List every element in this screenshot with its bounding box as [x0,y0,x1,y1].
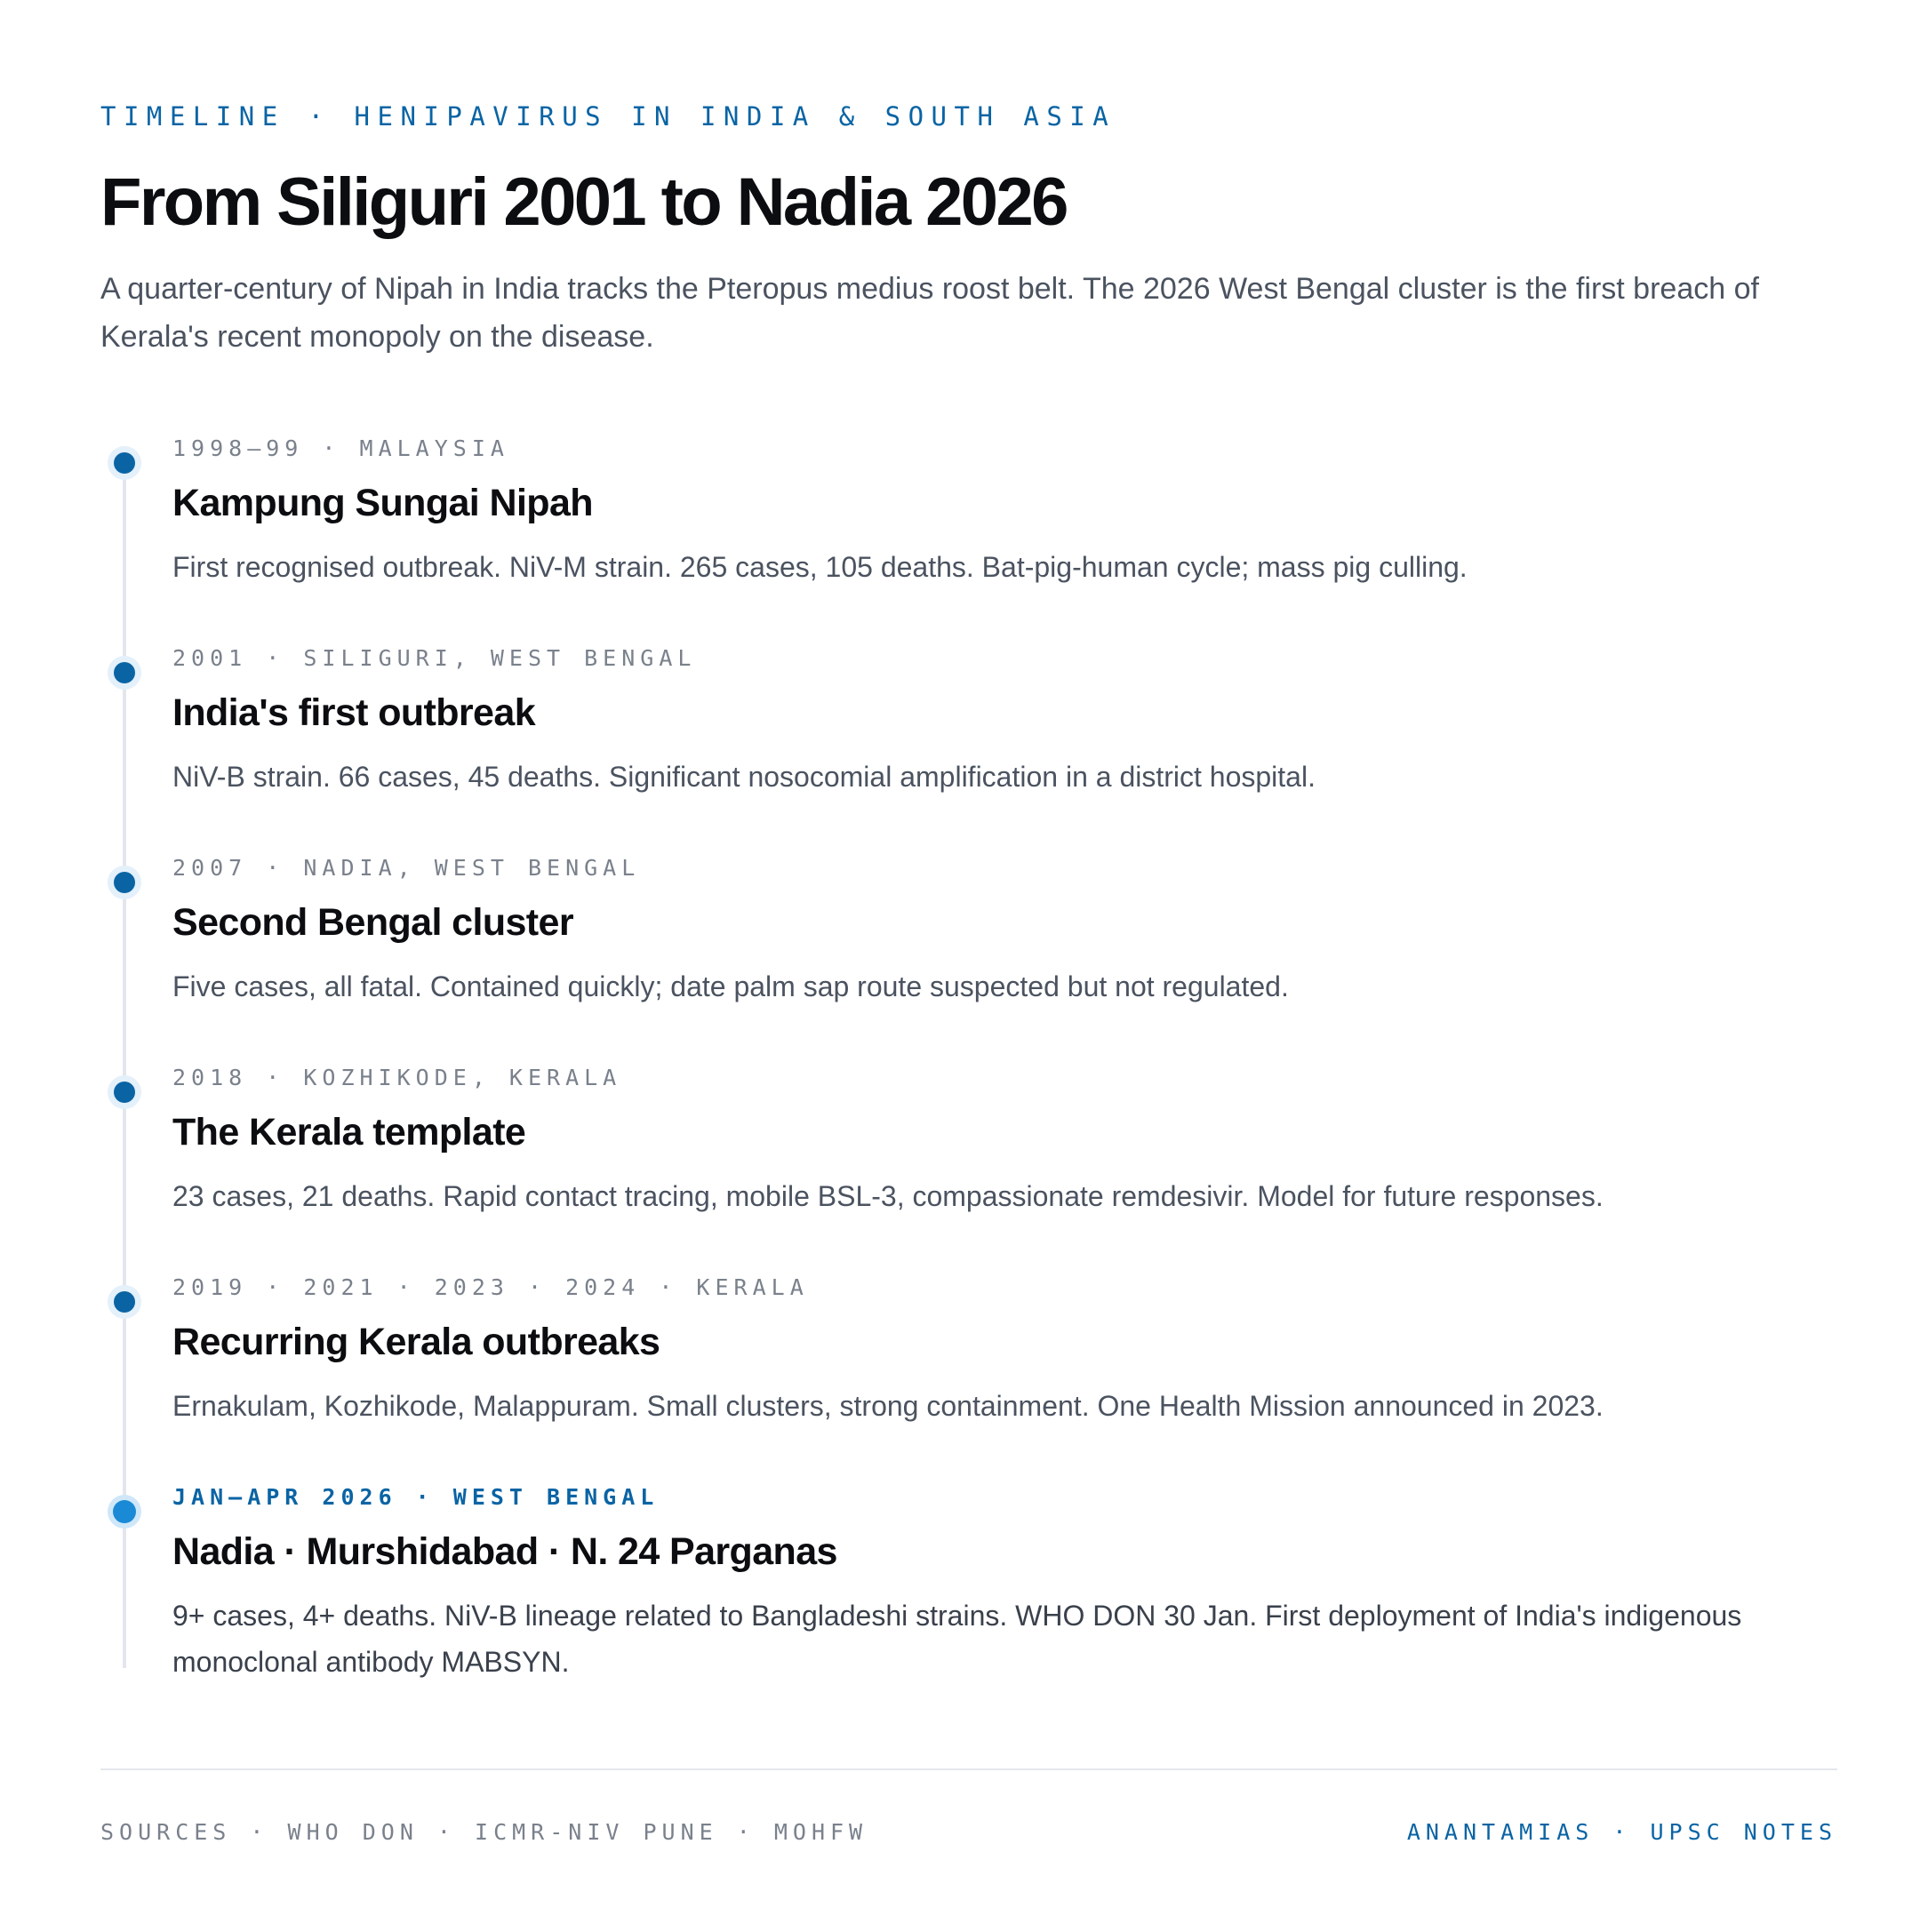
event-title: India's first outbreak [172,691,536,734]
page-lede: A quarter-century of Nipah in India tracks the Pteropus medius roost belt. The 2026 West Bengal cluster is the first breach of Kerala's recent monopoly on the disease. [100,272,1759,354]
event-title: Second Bengal cluster [172,901,573,944]
event-description: Ernakulam, Kozhikode, Malappuram. Small clusters, strong containment. One Health Mission announced in 2023. [172,1390,1604,1422]
footer-sources: SOURCES · WHO DON · ICMR-NIV PUNE · MOHFW [100,1819,868,1845]
event-title: Recurring Kerala outbreaks [172,1321,660,1363]
footer-credit: ANANTAMIAS · UPSC NOTES [1406,1819,1837,1845]
timeline-dot-icon [108,656,141,690]
page-title: From Siliguri 2001 to Nadia 2026 [100,164,1067,240]
event-meta: 2018 · KOZHIKODE, KERALA [172,1065,622,1090]
event-meta: JAN–APR 2026 · WEST BENGAL [172,1484,660,1510]
event-description: Five cases, all fatal. Contained quickly; date palm sap route suspected but not regulated. [172,970,1289,1002]
footer-divider [100,1768,1837,1770]
event-title: The Kerala template [172,1111,526,1154]
event-description: NiV-B strain. 66 cases, 45 deaths. Significant nosocomial amplification in a district hospital. [172,761,1316,793]
event-description: First recognised outbreak. NiV-M strain. 265 cases, 105 deaths. Bat-pig-human cycle; mass pig culling. [172,551,1468,583]
timeline-rail [123,464,126,1668]
timeline-dot-icon [108,1075,141,1109]
event-title: Kampung Sungai Nipah [172,482,593,524]
timeline-dot-icon [108,1285,141,1319]
event-description: 9+ cases, 4+ deaths. NiV-B lineage related to Bangladeshi strains. WHO DON 30 Jan. First deployment of India's indigenous monoclonal antibody MABSYN. [172,1600,1742,1678]
event-meta: 2001 · SILIGURI, WEST BENGAL [172,645,697,671]
timeline-dot-icon [108,866,141,899]
event-title: Nadia · Murshidabad · N. 24 Parganas [172,1530,837,1573]
section-kicker: TIMELINE · HENIPAVIRUS IN INDIA & SOUTH ASIA [100,101,1116,132]
event-description: 23 cases, 21 deaths. Rapid contact tracing, mobile BSL-3, compassionate remdesivir. Model for future responses. [172,1180,1604,1212]
event-meta: 2007 · NADIA, WEST BENGAL [172,855,641,881]
event-meta: 1998–99 · MALAYSIA [172,435,509,461]
timeline [100,435,1837,1676]
timeline-current-dot-icon [108,1495,141,1529]
timeline-dot-icon [108,446,141,480]
event-meta: 2019 · 2021 · 2023 · 2024 · KERALA [172,1274,809,1300]
